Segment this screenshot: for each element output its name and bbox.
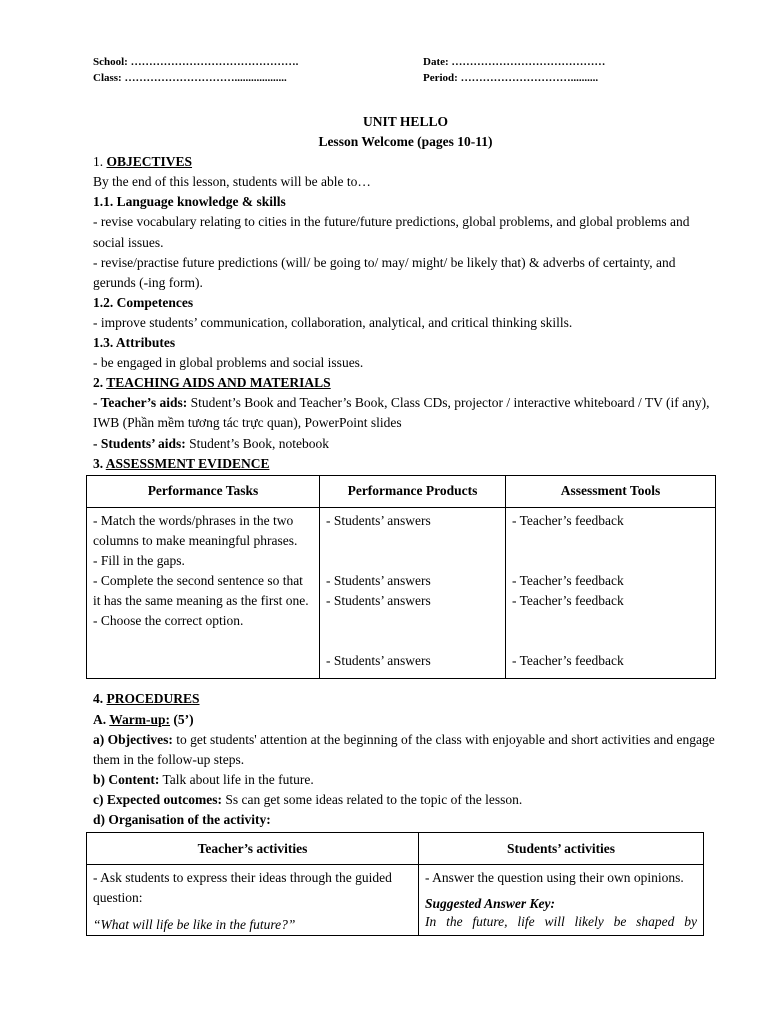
product-item: - Students’ answers [326, 653, 431, 669]
table-row [87, 507, 716, 679]
product-item: - Students’ answers [326, 572, 431, 588]
language-knowledge-item: - revise/practise future predictions (will/ be going to/ may/ might/ be likely that) & adverbs of certainty, and gerunds (-ing form). [93, 254, 676, 290]
warmup-objectives: a) Objectives: to get students' attention at the beginning of the class with enjoyable and short activities and engage them in the follow-up steps. [93, 731, 715, 767]
table-header-row [87, 833, 704, 865]
tool-item: - Teacher’s feedback [512, 653, 624, 669]
answer-key-text: In the future, life will likely be shaped by [425, 914, 697, 930]
product-item: - Students’ answers [326, 512, 431, 528]
lesson-title: Lesson Welcome (pages 10-11) [318, 134, 493, 150]
competences-heading: 1.2. Competences [93, 294, 194, 310]
column-header: Assessment Tools [506, 475, 716, 507]
language-knowledge-item: - revise vocabulary relating to cities in the future/future predictions, global problems, and global problems and social issues. [93, 214, 690, 250]
objectives-intro: By the end of this lesson, students will be able to… [93, 174, 371, 190]
class-field: Class: …………………………................... [93, 72, 287, 84]
attributes-heading: 1.3. Attributes [93, 335, 176, 351]
period-field: Period: ………………………….......... [423, 72, 599, 84]
organisation-heading: d) Organisation of the activity: [93, 812, 271, 827]
assessment-table [86, 475, 716, 680]
student-activity: - Answer the question using their own opinions. [425, 870, 684, 886]
tool-item: - Teacher’s feedback [512, 512, 624, 528]
tool-item: - Teacher’s feedback [512, 593, 624, 609]
performance-products-cell [320, 507, 506, 679]
students-activities-cell [419, 865, 704, 936]
teacher-aids: - Teacher’s aids: Student’s Book and Teacher’s Book, Class CDs, projector / interactive whiteboard / TV (if any), IWB (Phần mềm tương tác trực quan), PowerPoint slides [93, 395, 710, 431]
column-header: Students’ activities [419, 833, 704, 865]
activities-table [86, 832, 704, 936]
task-item: - Choose the correct option. [93, 613, 244, 629]
unit-title: UNIT HELLO [363, 114, 448, 129]
objectives-heading: 1. OBJECTIVES [93, 154, 193, 170]
lesson-plan-body [93, 112, 718, 936]
teacher-activity: - Ask students to express their ideas through the guided question: [93, 870, 392, 906]
language-knowledge-heading: 1.1. Language knowledge & skills [93, 194, 286, 210]
competences-item: - improve students’ communication, collaboration, analytical, and critical thinking skills. [93, 314, 573, 330]
table-header-row [87, 475, 716, 507]
attributes-item: - be engaged in global problems and social issues. [93, 355, 364, 371]
teaching-aids-heading: 2. TEACHING AIDS AND MATERIALS [93, 375, 331, 391]
assessment-tools-cell [506, 507, 716, 679]
task-item: - Fill in the gaps. [93, 552, 185, 568]
column-header: Teacher’s activities [87, 833, 419, 865]
document-header [93, 54, 693, 86]
guided-question: “What will life be like in the future?” [93, 917, 296, 933]
school-field: School: ………………………………………. [93, 56, 299, 68]
teacher-activities-cell [87, 865, 419, 936]
warmup-outcomes: c) Expected outcomes: Ss can get some ideas related to the topic of the lesson. [93, 791, 523, 807]
warmup-content: b) Content: Talk about life in the future. [93, 771, 314, 787]
column-header: Performance Tasks [87, 475, 320, 507]
product-item: - Students’ answers [326, 593, 431, 609]
table-row [87, 865, 704, 936]
task-item: - Complete the second sentence so that it has the same meaning as the first one. [93, 572, 309, 609]
students-aids: - Students’ aids: Student’s Book, notebook [93, 435, 330, 451]
performance-tasks-cell [87, 507, 320, 679]
answer-key-label: Suggested Answer Key: [425, 896, 556, 912]
procedures-heading: 4. PROCEDURES [93, 691, 200, 707]
warmup-heading: A. Warm-up: (5’) [93, 711, 194, 727]
task-item: - Match the words/phrases in the two columns to make meaningful phrases. [93, 512, 298, 548]
date-field: Date: …………………………………… [423, 56, 606, 68]
column-header: Performance Products [320, 475, 506, 507]
assessment-heading: 3. ASSESSMENT EVIDENCE [93, 455, 270, 471]
tool-item: - Teacher’s feedback [512, 572, 624, 588]
